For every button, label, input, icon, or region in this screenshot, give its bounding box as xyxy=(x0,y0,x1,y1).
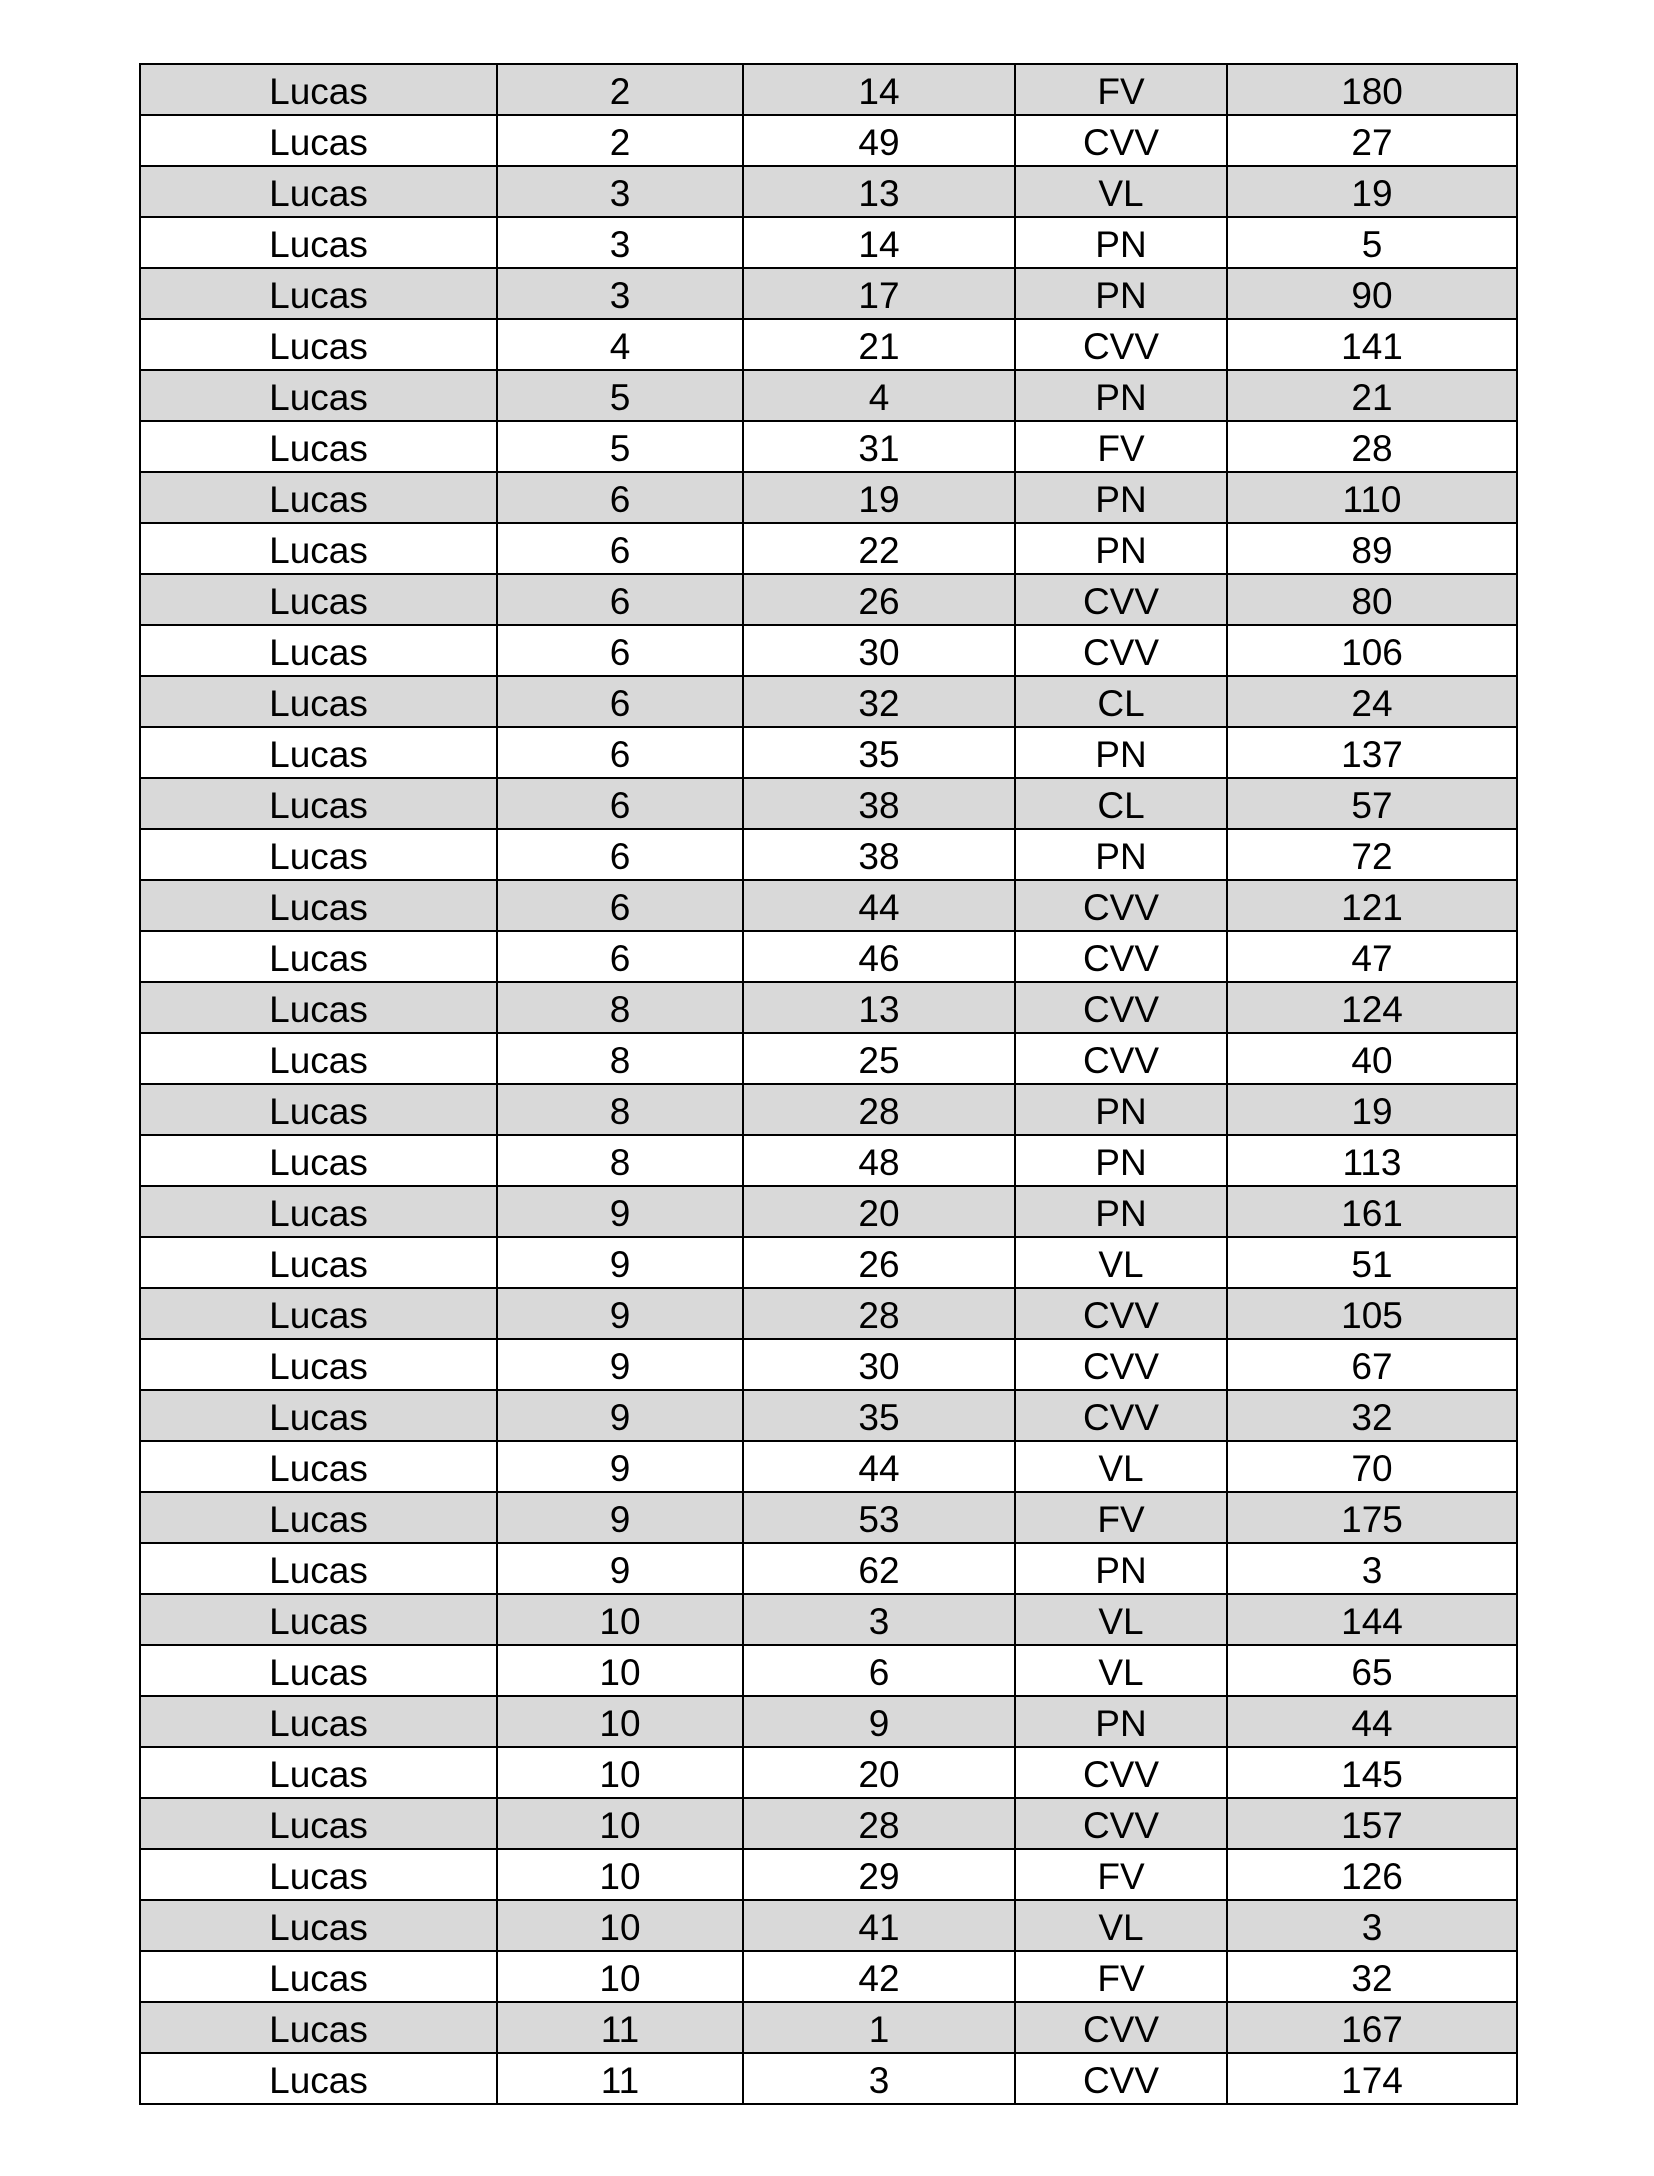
code-cell: CVV xyxy=(1015,115,1227,166)
table-row xyxy=(140,1543,1517,1594)
value-cell: 137 xyxy=(1227,727,1517,778)
name-cell: Lucas xyxy=(140,2002,497,2053)
table-row xyxy=(140,2053,1517,2104)
col2-cell: 6 xyxy=(497,472,743,523)
value-cell: 106 xyxy=(1227,625,1517,676)
data-table xyxy=(139,63,1518,2105)
value-cell: 21 xyxy=(1227,370,1517,421)
col2-cell: 6 xyxy=(497,880,743,931)
col2-cell: 6 xyxy=(497,727,743,778)
col2-cell: 6 xyxy=(497,829,743,880)
col3-cell: 13 xyxy=(743,166,1015,217)
value-cell: 70 xyxy=(1227,1441,1517,1492)
value-cell: 40 xyxy=(1227,1033,1517,1084)
code-cell: PN xyxy=(1015,1543,1227,1594)
col3-cell: 26 xyxy=(743,1237,1015,1288)
col2-cell: 9 xyxy=(497,1288,743,1339)
col3-cell: 22 xyxy=(743,523,1015,574)
col2-cell: 10 xyxy=(497,1645,743,1696)
col3-cell: 46 xyxy=(743,931,1015,982)
col3-cell: 19 xyxy=(743,472,1015,523)
code-cell: CVV xyxy=(1015,982,1227,1033)
table-row xyxy=(140,931,1517,982)
name-cell: Lucas xyxy=(140,166,497,217)
code-cell: VL xyxy=(1015,1594,1227,1645)
code-cell: PN xyxy=(1015,1186,1227,1237)
col3-cell: 42 xyxy=(743,1951,1015,2002)
value-cell: 28 xyxy=(1227,421,1517,472)
name-cell: Lucas xyxy=(140,1084,497,1135)
code-cell: PN xyxy=(1015,268,1227,319)
name-cell: Lucas xyxy=(140,115,497,166)
col2-cell: 10 xyxy=(497,1696,743,1747)
col2-cell: 6 xyxy=(497,625,743,676)
code-cell: FV xyxy=(1015,421,1227,472)
value-cell: 110 xyxy=(1227,472,1517,523)
code-cell: PN xyxy=(1015,1135,1227,1186)
name-cell: Lucas xyxy=(140,1747,497,1798)
value-cell: 157 xyxy=(1227,1798,1517,1849)
value-cell: 5 xyxy=(1227,217,1517,268)
col2-cell: 9 xyxy=(497,1390,743,1441)
col3-cell: 20 xyxy=(743,1186,1015,1237)
col3-cell: 14 xyxy=(743,64,1015,115)
col2-cell: 6 xyxy=(497,523,743,574)
col2-cell: 6 xyxy=(497,574,743,625)
col2-cell: 10 xyxy=(497,1798,743,1849)
table-row xyxy=(140,1033,1517,1084)
code-cell: PN xyxy=(1015,727,1227,778)
value-cell: 3 xyxy=(1227,1900,1517,1951)
code-cell: PN xyxy=(1015,370,1227,421)
col2-cell: 6 xyxy=(497,676,743,727)
code-cell: VL xyxy=(1015,1237,1227,1288)
col3-cell: 29 xyxy=(743,1849,1015,1900)
col2-cell: 2 xyxy=(497,64,743,115)
col3-cell: 38 xyxy=(743,778,1015,829)
table-row xyxy=(140,268,1517,319)
col2-cell: 9 xyxy=(497,1543,743,1594)
value-cell: 65 xyxy=(1227,1645,1517,1696)
code-cell: CVV xyxy=(1015,1798,1227,1849)
col3-cell: 35 xyxy=(743,1390,1015,1441)
name-cell: Lucas xyxy=(140,1900,497,1951)
name-cell: Lucas xyxy=(140,1543,497,1594)
code-cell: VL xyxy=(1015,1645,1227,1696)
code-cell: PN xyxy=(1015,1084,1227,1135)
table-row xyxy=(140,1696,1517,1747)
value-cell: 72 xyxy=(1227,829,1517,880)
col2-cell: 8 xyxy=(497,1135,743,1186)
name-cell: Lucas xyxy=(140,1849,497,1900)
name-cell: Lucas xyxy=(140,1288,497,1339)
col2-cell: 9 xyxy=(497,1492,743,1543)
col2-cell: 3 xyxy=(497,166,743,217)
name-cell: Lucas xyxy=(140,676,497,727)
col2-cell: 9 xyxy=(497,1339,743,1390)
value-cell: 27 xyxy=(1227,115,1517,166)
value-cell: 47 xyxy=(1227,931,1517,982)
name-cell: Lucas xyxy=(140,2053,497,2104)
code-cell: FV xyxy=(1015,1492,1227,1543)
col3-cell: 21 xyxy=(743,319,1015,370)
value-cell: 180 xyxy=(1227,64,1517,115)
table-row xyxy=(140,1492,1517,1543)
col2-cell: 11 xyxy=(497,2053,743,2104)
col2-cell: 3 xyxy=(497,217,743,268)
col2-cell: 8 xyxy=(497,982,743,1033)
col3-cell: 49 xyxy=(743,115,1015,166)
table-row xyxy=(140,1594,1517,1645)
name-cell: Lucas xyxy=(140,778,497,829)
code-cell: CVV xyxy=(1015,1747,1227,1798)
value-cell: 80 xyxy=(1227,574,1517,625)
code-cell: CVV xyxy=(1015,1033,1227,1084)
table-row xyxy=(140,1135,1517,1186)
name-cell: Lucas xyxy=(140,982,497,1033)
value-cell: 141 xyxy=(1227,319,1517,370)
col2-cell: 8 xyxy=(497,1033,743,1084)
code-cell: CVV xyxy=(1015,1390,1227,1441)
value-cell: 89 xyxy=(1227,523,1517,574)
code-cell: PN xyxy=(1015,1696,1227,1747)
code-cell: PN xyxy=(1015,217,1227,268)
table-row xyxy=(140,1441,1517,1492)
name-cell: Lucas xyxy=(140,829,497,880)
col3-cell: 9 xyxy=(743,1696,1015,1747)
col3-cell: 14 xyxy=(743,217,1015,268)
code-cell: VL xyxy=(1015,1900,1227,1951)
code-cell: CVV xyxy=(1015,1288,1227,1339)
code-cell: CVV xyxy=(1015,931,1227,982)
col3-cell: 32 xyxy=(743,676,1015,727)
value-cell: 175 xyxy=(1227,1492,1517,1543)
col3-cell: 62 xyxy=(743,1543,1015,1594)
table-row xyxy=(140,1186,1517,1237)
name-cell: Lucas xyxy=(140,1339,497,1390)
col2-cell: 9 xyxy=(497,1186,743,1237)
value-cell: 105 xyxy=(1227,1288,1517,1339)
value-cell: 32 xyxy=(1227,1390,1517,1441)
code-cell: CVV xyxy=(1015,2053,1227,2104)
code-cell: CVV xyxy=(1015,574,1227,625)
table-row xyxy=(140,778,1517,829)
value-cell: 161 xyxy=(1227,1186,1517,1237)
value-cell: 24 xyxy=(1227,676,1517,727)
table-row xyxy=(140,1747,1517,1798)
table-row xyxy=(140,523,1517,574)
col2-cell: 2 xyxy=(497,115,743,166)
col3-cell: 38 xyxy=(743,829,1015,880)
col3-cell: 26 xyxy=(743,574,1015,625)
col2-cell: 10 xyxy=(497,1747,743,1798)
table-row xyxy=(140,1390,1517,1441)
table-body xyxy=(140,64,1517,2104)
value-cell: 121 xyxy=(1227,880,1517,931)
code-cell: VL xyxy=(1015,1441,1227,1492)
table-row xyxy=(140,1084,1517,1135)
value-cell: 51 xyxy=(1227,1237,1517,1288)
name-cell: Lucas xyxy=(140,1798,497,1849)
col2-cell: 8 xyxy=(497,1084,743,1135)
code-cell: FV xyxy=(1015,64,1227,115)
table-row xyxy=(140,166,1517,217)
table-row xyxy=(140,319,1517,370)
value-cell: 124 xyxy=(1227,982,1517,1033)
col3-cell: 30 xyxy=(743,625,1015,676)
col3-cell: 3 xyxy=(743,1594,1015,1645)
value-cell: 167 xyxy=(1227,2002,1517,2053)
table-row xyxy=(140,115,1517,166)
col2-cell: 3 xyxy=(497,268,743,319)
table-row xyxy=(140,421,1517,472)
table-row xyxy=(140,1645,1517,1696)
table-row xyxy=(140,829,1517,880)
col3-cell: 28 xyxy=(743,1798,1015,1849)
col3-cell: 1 xyxy=(743,2002,1015,2053)
col2-cell: 11 xyxy=(497,2002,743,2053)
table-row xyxy=(140,1288,1517,1339)
table-row xyxy=(140,472,1517,523)
value-cell: 19 xyxy=(1227,166,1517,217)
name-cell: Lucas xyxy=(140,268,497,319)
name-cell: Lucas xyxy=(140,574,497,625)
name-cell: Lucas xyxy=(140,1186,497,1237)
code-cell: PN xyxy=(1015,472,1227,523)
name-cell: Lucas xyxy=(140,727,497,778)
name-cell: Lucas xyxy=(140,1135,497,1186)
col3-cell: 30 xyxy=(743,1339,1015,1390)
name-cell: Lucas xyxy=(140,1390,497,1441)
name-cell: Lucas xyxy=(140,625,497,676)
col3-cell: 44 xyxy=(743,880,1015,931)
col3-cell: 48 xyxy=(743,1135,1015,1186)
name-cell: Lucas xyxy=(140,319,497,370)
code-cell: CL xyxy=(1015,676,1227,727)
code-cell: CVV xyxy=(1015,880,1227,931)
table-row xyxy=(140,880,1517,931)
name-cell: Lucas xyxy=(140,1033,497,1084)
value-cell: 57 xyxy=(1227,778,1517,829)
name-cell: Lucas xyxy=(140,880,497,931)
table-row xyxy=(140,2002,1517,2053)
name-cell: Lucas xyxy=(140,1237,497,1288)
col3-cell: 3 xyxy=(743,2053,1015,2104)
col3-cell: 4 xyxy=(743,370,1015,421)
table-row xyxy=(140,1849,1517,1900)
col2-cell: 10 xyxy=(497,1849,743,1900)
name-cell: Lucas xyxy=(140,472,497,523)
table-row xyxy=(140,1951,1517,2002)
value-cell: 19 xyxy=(1227,1084,1517,1135)
table-row xyxy=(140,1798,1517,1849)
code-cell: CVV xyxy=(1015,319,1227,370)
table-row xyxy=(140,1339,1517,1390)
table-row xyxy=(140,727,1517,778)
table-row xyxy=(140,574,1517,625)
col2-cell: 5 xyxy=(497,370,743,421)
col2-cell: 10 xyxy=(497,1594,743,1645)
table-row xyxy=(140,1900,1517,1951)
value-cell: 113 xyxy=(1227,1135,1517,1186)
code-cell: CVV xyxy=(1015,625,1227,676)
name-cell: Lucas xyxy=(140,1594,497,1645)
col3-cell: 28 xyxy=(743,1084,1015,1135)
value-cell: 174 xyxy=(1227,2053,1517,2104)
name-cell: Lucas xyxy=(140,1645,497,1696)
name-cell: Lucas xyxy=(140,217,497,268)
col3-cell: 53 xyxy=(743,1492,1015,1543)
col3-cell: 31 xyxy=(743,421,1015,472)
col3-cell: 6 xyxy=(743,1645,1015,1696)
code-cell: FV xyxy=(1015,1849,1227,1900)
col3-cell: 28 xyxy=(743,1288,1015,1339)
code-cell: VL xyxy=(1015,166,1227,217)
name-cell: Lucas xyxy=(140,1492,497,1543)
col3-cell: 13 xyxy=(743,982,1015,1033)
value-cell: 3 xyxy=(1227,1543,1517,1594)
col2-cell: 6 xyxy=(497,931,743,982)
col2-cell: 10 xyxy=(497,1951,743,2002)
code-cell: CVV xyxy=(1015,1339,1227,1390)
col3-cell: 25 xyxy=(743,1033,1015,1084)
table-row xyxy=(140,217,1517,268)
col3-cell: 44 xyxy=(743,1441,1015,1492)
col3-cell: 20 xyxy=(743,1747,1015,1798)
value-cell: 90 xyxy=(1227,268,1517,319)
name-cell: Lucas xyxy=(140,370,497,421)
value-cell: 67 xyxy=(1227,1339,1517,1390)
code-cell: CVV xyxy=(1015,2002,1227,2053)
code-cell: PN xyxy=(1015,523,1227,574)
table-row xyxy=(140,982,1517,1033)
col2-cell: 9 xyxy=(497,1441,743,1492)
name-cell: Lucas xyxy=(140,1696,497,1747)
table-row xyxy=(140,64,1517,115)
name-cell: Lucas xyxy=(140,523,497,574)
code-cell: PN xyxy=(1015,829,1227,880)
table-row xyxy=(140,625,1517,676)
name-cell: Lucas xyxy=(140,1951,497,2002)
name-cell: Lucas xyxy=(140,1441,497,1492)
col2-cell: 5 xyxy=(497,421,743,472)
col2-cell: 10 xyxy=(497,1900,743,1951)
name-cell: Lucas xyxy=(140,931,497,982)
value-cell: 44 xyxy=(1227,1696,1517,1747)
table-row xyxy=(140,370,1517,421)
col2-cell: 4 xyxy=(497,319,743,370)
code-cell: CL xyxy=(1015,778,1227,829)
table-row xyxy=(140,1237,1517,1288)
value-cell: 126 xyxy=(1227,1849,1517,1900)
table-row xyxy=(140,676,1517,727)
value-cell: 145 xyxy=(1227,1747,1517,1798)
col3-cell: 35 xyxy=(743,727,1015,778)
col3-cell: 17 xyxy=(743,268,1015,319)
name-cell: Lucas xyxy=(140,64,497,115)
col2-cell: 6 xyxy=(497,778,743,829)
name-cell: Lucas xyxy=(140,421,497,472)
value-cell: 144 xyxy=(1227,1594,1517,1645)
value-cell: 32 xyxy=(1227,1951,1517,2002)
col2-cell: 9 xyxy=(497,1237,743,1288)
col3-cell: 41 xyxy=(743,1900,1015,1951)
code-cell: FV xyxy=(1015,1951,1227,2002)
